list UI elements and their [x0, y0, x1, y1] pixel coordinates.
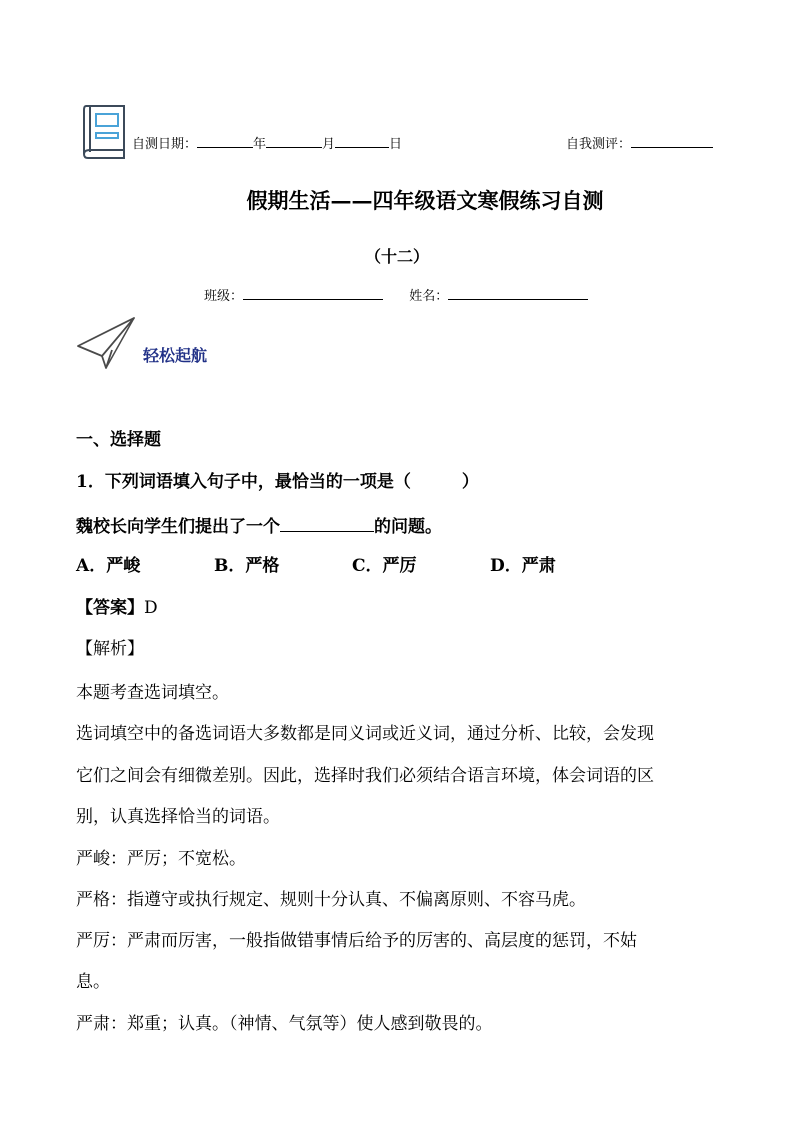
question-sentence [76, 515, 442, 537]
option-letter: B． [214, 556, 246, 576]
month-label: 月 [322, 137, 336, 152]
section-banner: 轻松起航 [143, 346, 208, 365]
date-label: 自测日期： [132, 137, 198, 152]
name-label: 姓名： [409, 289, 449, 304]
definition-yanjun: 严峻：严厉；不宽松。 [76, 849, 246, 869]
page-subtitle: （十二） [364, 247, 429, 266]
sentence-after: 的问题。 [374, 517, 442, 537]
answer-label: 【答案】 [76, 598, 144, 618]
definition-yanli-line-1: 严厉：严肃而厉害，一般指做错事情后给予的厉害的、高层度的惩罚，不姑 [76, 931, 637, 951]
eval-blank[interactable] [631, 135, 713, 148]
answer-value: D [144, 598, 158, 618]
option-text: 严格 [245, 556, 280, 576]
self-test-date-row [132, 135, 402, 153]
class-label: 班级： [204, 289, 244, 304]
definition-yange: 严格：指遵守或执行规定、规则十分认真、不偏离原则、不容马虎。 [76, 890, 586, 910]
class-name-row [204, 287, 588, 305]
option-d[interactable] [490, 556, 556, 576]
option-text: 严峻 [106, 556, 141, 576]
option-c[interactable] [352, 556, 417, 576]
option-text: 严厉 [382, 556, 417, 576]
question-stem: 1．下列词语填入句子中，最恰当的一项是（ ） [76, 472, 479, 492]
class-blank[interactable] [243, 287, 383, 300]
analysis-label: 【解析】 [76, 639, 144, 659]
definition-yansu: 严肃：郑重；认真。（神情、气氛等）使人感到敬畏的。 [76, 1014, 493, 1034]
paper-plane-icon [76, 316, 138, 370]
day-blank[interactable] [335, 135, 389, 148]
analysis-para-line-2: 它们之间会有细微差别。因此，选择时我们必须结合语言环境，体会词语的区 [76, 766, 654, 786]
section-heading: 一、选择题 [76, 430, 161, 450]
analysis-para-line-3: 别，认真选择恰当的词语。 [76, 807, 280, 827]
definition-yanli-line-2: 息。 [76, 972, 110, 992]
day-label: 日 [389, 137, 403, 152]
answer-row [76, 598, 158, 618]
option-letter: A． [76, 556, 107, 576]
option-letter: D． [490, 556, 522, 576]
self-evaluation-row [566, 135, 713, 153]
year-label: 年 [253, 137, 267, 152]
analysis-para-line-1: 选词填空中的备选词语大多数都是同义词或近义词，通过分析、比较，会发现 [76, 724, 654, 744]
option-text: 严肃 [521, 556, 556, 576]
option-letter: C． [352, 556, 383, 576]
year-blank[interactable] [197, 135, 253, 148]
sentence-before: 魏校长向学生们提出了一个 [76, 517, 280, 537]
analysis-intro: 本题考查选词填空。 [76, 683, 229, 703]
option-b[interactable] [214, 556, 279, 576]
page-title: 假期生活——四年级语文寒假练习自测 [246, 188, 604, 213]
name-blank[interactable] [448, 287, 588, 300]
eval-label: 自我测评： [566, 137, 632, 152]
sentence-blank[interactable] [280, 515, 374, 532]
month-blank[interactable] [266, 135, 322, 148]
option-a[interactable] [76, 556, 140, 576]
book-icon [80, 102, 128, 160]
